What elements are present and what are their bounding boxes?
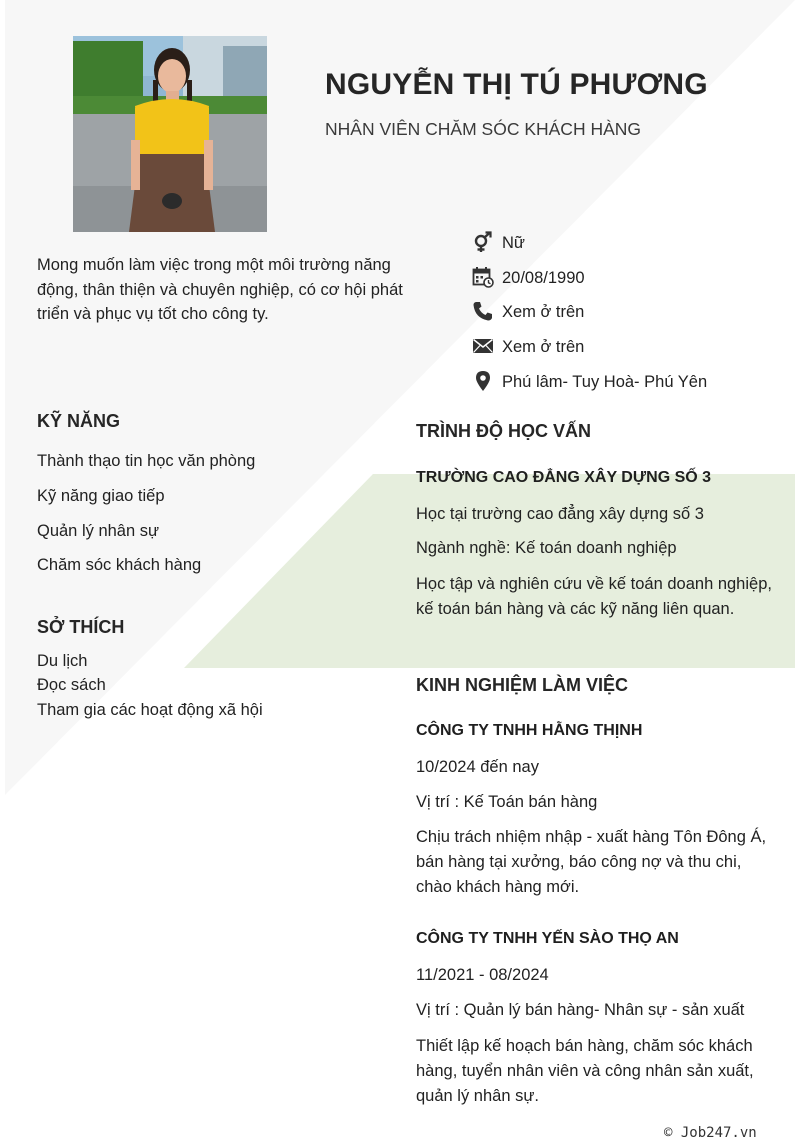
contact-gender-text: Nữ xyxy=(502,234,525,252)
skill-item: Kỹ năng giao tiếp xyxy=(37,487,165,505)
hobby-item: Tham gia các hoạt động xã hội xyxy=(37,701,263,719)
job-position: Vị trí : Quản lý bán hàng- Nhân sự - sản xuất xyxy=(416,1001,745,1019)
skill-item: Chăm sóc khách hàng xyxy=(37,556,202,574)
candidate-name: NGUYỄN THỊ TÚ PHƯƠNG xyxy=(325,68,708,101)
job-period: 11/2021 - 08/2024 xyxy=(416,966,549,984)
job-description: Thiết lập kế hoạch bán hàng, chăm sóc khách hàng, tuyển nhân viên và công nhân sản xuất, quản lý nhân sự. xyxy=(416,1037,754,1105)
job-company: CÔNG TY TNHH YẾN SÀO THỌ AN xyxy=(416,930,679,947)
skill-item: Quản lý nhân sự xyxy=(37,522,160,540)
job-title: NHÂN VIÊN CHĂM SÓC KHÁCH HÀNG xyxy=(325,119,642,139)
job-description: Chịu trách nhiệm nhập - xuất hàng Tôn Đông Á, bán hàng tại xưởng, báo công nợ và thu chi, chào khách hàng mới. xyxy=(416,828,767,896)
profile-photo xyxy=(73,36,267,232)
watermark: © Job247.vn xyxy=(664,1125,757,1141)
experience-heading: KINH NGHIỆM LÀM VIỆC xyxy=(416,675,629,695)
job-period: 10/2024 đến nay xyxy=(416,758,539,776)
location-pin-icon xyxy=(472,370,494,392)
education-major: Ngành nghề: Kế toán doanh nghiệp xyxy=(416,539,677,557)
phone-icon xyxy=(472,300,494,322)
education-heading: TRÌNH ĐỘ HỌC VẤN xyxy=(416,421,591,441)
job-position: Vị trí : Kế Toán bán hàng xyxy=(416,793,598,811)
education-line: Học tại trường cao đẳng xây dựng số 3 xyxy=(416,505,704,523)
gender-icon xyxy=(472,231,494,253)
calendar-icon xyxy=(472,266,494,288)
education-school: TRƯỜNG CAO ĐẲNG XÂY DỰNG SỐ 3 xyxy=(416,469,712,486)
job-company: CÔNG TY TNHH HẰNG THỊNH xyxy=(416,722,643,739)
hobbies-heading: SỞ THÍCH xyxy=(37,617,125,637)
contact-email-text: Xem ở trên xyxy=(502,338,585,357)
contact-address-text: Phú lâm- Tuy Hoà- Phú Yên xyxy=(502,372,708,391)
hobby-item: Du lịch xyxy=(37,652,88,670)
career-objective: Mong muốn làm việc trong một môi trường năng động, thân thiện và chuyên nghiệp, có cơ hội phát triển và phục vụ tốt cho công ty. xyxy=(37,256,403,323)
hobby-item: Đọc sách xyxy=(37,676,106,694)
contact-birthdate-text: 20/08/1990 xyxy=(502,268,585,287)
email-icon xyxy=(472,335,494,357)
education-description: Học tập và nghiên cứu về kế toán doanh nghiệp, kế toán bán hàng và các kỹ năng liên quan. xyxy=(416,575,772,618)
contact-phone-text: Xem ở trên xyxy=(502,303,585,322)
skills-heading: KỸ NĂNG xyxy=(37,411,121,431)
skill-item: Thành thạo tin học văn phòng xyxy=(37,452,256,470)
